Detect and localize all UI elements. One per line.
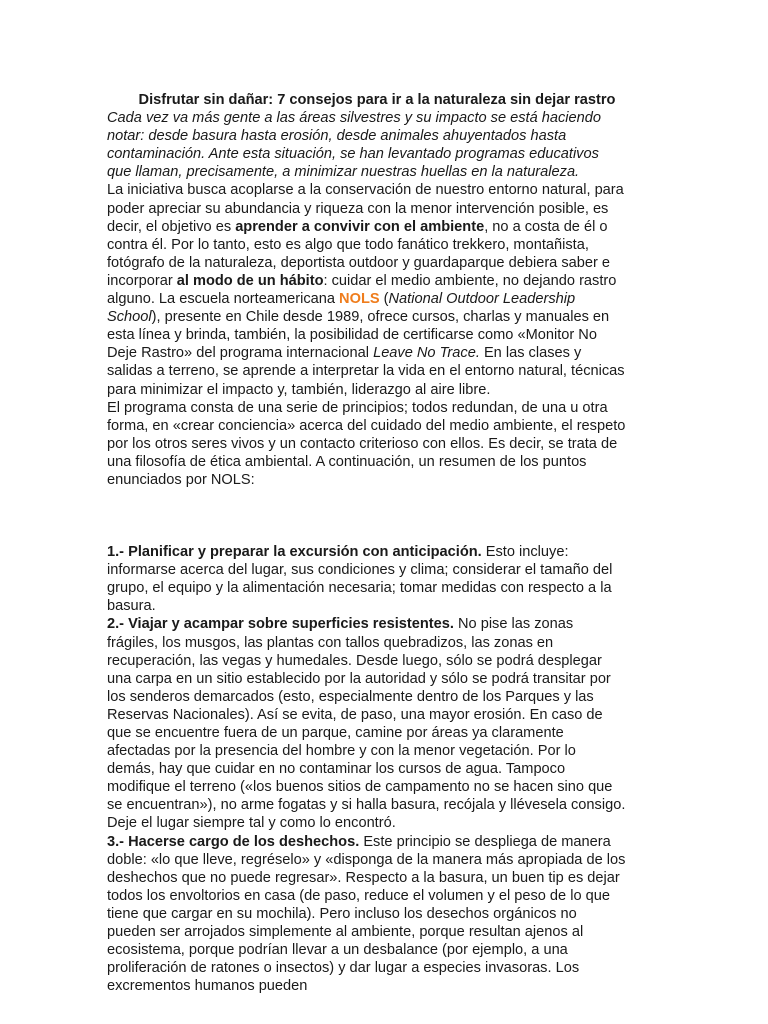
bold-phrase-habito: al modo de un hábito (176, 272, 324, 289)
paragraph-initiative (107, 181, 627, 398)
principle-heading: 3.- Hacerse cargo de los deshechos. (107, 833, 360, 850)
document-title: Disfrutar sin dañar: 7 consejos para ir a la naturaleza sin dejar rastro (138, 92, 616, 108)
text-run: ), presente en Chile desde 1989, ofrece cursos, charlas y manuales en esta línea y brinda, también, la posibilidad de certificarse como «Monitor No Deje Rastro» del programa internacional (107, 309, 610, 362)
bold-phrase-convivir: aprender a convivir con el ambiente (235, 218, 485, 235)
nols-highlight: NOLS (339, 291, 380, 308)
italic-leave-no-trace: Leave No Trace. (373, 345, 480, 362)
principle-body: Este principio se despliega de manera doble: «lo que lleve, regréselo» y «disponga de la manera más apropiada de los deshechos que no puede regresar». Respecto a la basura, un buen tip es dejar todos los envoltorios en casa (de paso, reduce el volumen y el peso de lo que tiene que cargar en su mochila). Pero incluso los desechos orgánicos no pueden ser arrojados simplemente al ambiente, porque resultan ajenos al ecosistema, porque podrían llevar a un desbalance (por ejemplo, a una proliferación de ratones o insectos) y dar lugar a especies invasoras. Los excrementos humanos pueden (107, 833, 626, 995)
text-run: , no a costa de él o contra él. Por lo tanto, esto es algo que todo fanático trekkero, montañista, fotógrafo de la naturaleza, deportista outdoor y guardaparque debiera saber e incorporar (107, 218, 611, 289)
document-page (107, 91, 627, 995)
intro-paragraph: Cada vez va más gente a las áreas silvestres y su impacto se está haciendo notar: desde basura hasta erosión, desde animales ahuyentados hasta contaminación. Ante esta situación, se han levantado programas educativos que llaman, precisamente, a minimizar nuestras huellas en la naturaleza. (107, 110, 602, 181)
paragraph-program: El programa consta de una serie de principios; todos redundan, de una u otra forma, en «crear conciencia» acerca del cuidado del medio ambiente, el respeto por los otros seres vivos y un contacto criterioso con ellos. Es decir, se trata de una filosofía de ética ambiental. A continuación, un resumen de los puntos enunciados por NOLS: (107, 399, 626, 488)
text-run: En las clases y salidas a terreno, se aprende a interpretar la vida en el entorno natural, técnicas para minimizar el impacto y, también, liderazgo al aire libre. (107, 345, 625, 398)
text-run: ( (379, 291, 389, 308)
text-run: : cuidar el medio ambiente, no dejando rastro alguno. La escuela norteamericana (107, 272, 617, 308)
principle-heading: 2.- Viajar y acampar sobre superficies resistentes. (107, 616, 454, 633)
principle-item (107, 543, 627, 615)
italic-nols-full-name: National Outdoor Leadership School (107, 291, 576, 326)
principle-item (107, 615, 627, 832)
principle-item (107, 833, 627, 996)
principle-body: Esto incluye: informarse acerca del lugar, sus condiciones y clima; considerar el tamaño del grupo, el equipo y la alimentación necesaria; tomar medidas con respecto a la basura. (107, 544, 613, 615)
principle-body: No pise las zonas frágiles, los musgos, las plantas con tallos quebradizos, las zonas en recuperación, las vegas y humedales. Desde luego, sólo se podrá desplegar una carpa en un sitio establecido por la autoridad y sólo se podrá transitar por los senderos demarcados (esto, especialmente dentro de los Parques y las Reservas Nacionales). Así se evita, de paso, una mayor erosión. En caso de que se encuentre fuera de un parque, camine por áreas ya claramente afectadas por la presencia del hombre y con la menor vegetación. Por lo demás, hay que cuidar en no contaminar los cursos de agua. Tampoco modifique el terreno («los buenos sitios de campamento no se hacen sino que se encuentran»), no arme fogatas y si halla basura, recójala y llévesela consigo. Deje el lugar siempre tal y como lo encontró. (107, 616, 626, 832)
principle-heading: 1.- Planificar y preparar la excursión con anticipación. (107, 544, 482, 561)
text-run: La iniciativa busca acoplarse a la conservación de nuestro entorno natural, para poder apreciar su abundancia y riqueza con la menor intervención posible, es decir, el objetivo es (107, 182, 624, 235)
spacer (107, 489, 627, 543)
